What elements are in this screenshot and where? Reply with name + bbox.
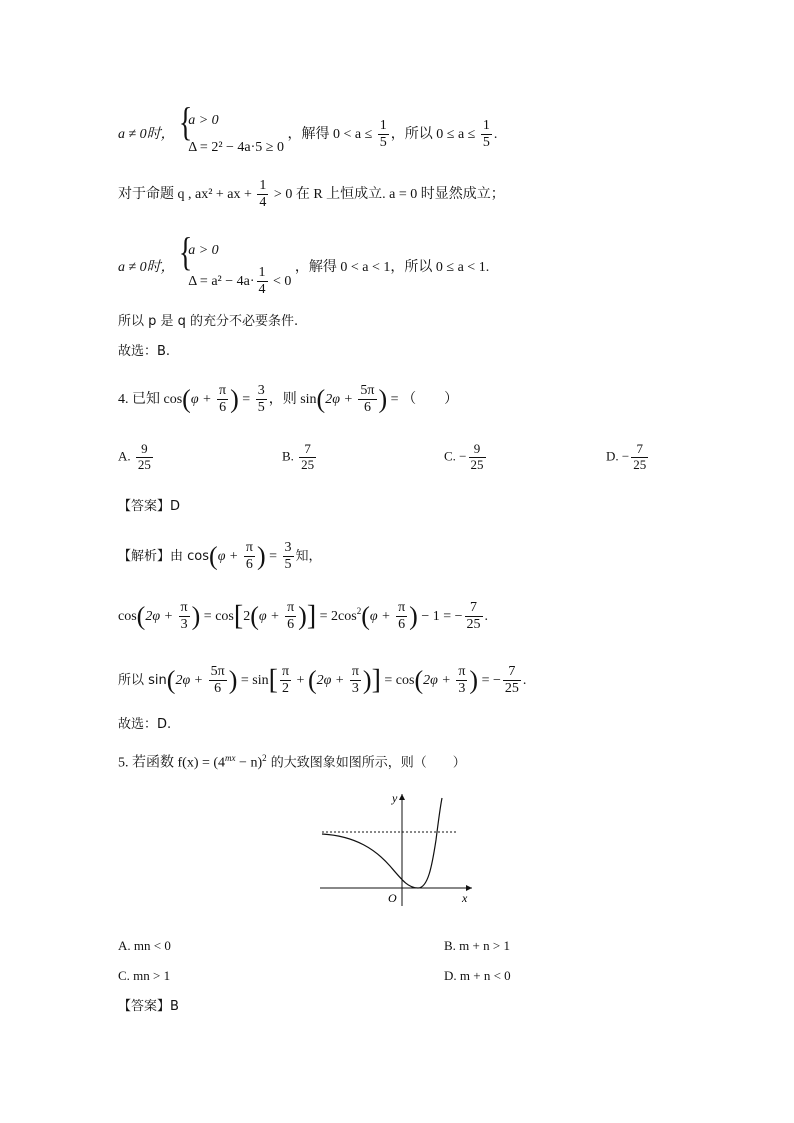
frac-den: 3: [180, 617, 188, 633]
function-curve: [322, 798, 442, 888]
frac-den: 5: [284, 557, 292, 573]
frac-den: 3: [458, 681, 466, 697]
frac-num: 1: [257, 265, 268, 282]
frac-num: π: [285, 600, 296, 617]
fraction: [358, 383, 376, 416]
frac-num: 7: [299, 442, 316, 458]
frac-num: 5π: [209, 664, 227, 681]
text: 2: [243, 608, 251, 624]
proposition-rest: > 0 在 R 上恒成立. a = 0 时显然成立；: [270, 186, 505, 202]
q4-analysis-3: 所以 sin(2φ + $\frac{5\pi}{6}$ ) = sin[ $\frac{\pi}{2}$ + (2φ + $\frac{\pi}{3}$ )] = cos(2φ + $\frac{\pi}{3}$ ) = − $\frac{7}{25}$ .: [118, 664, 527, 697]
proposition-text: 对于命题 q , ax² + ax +: [118, 186, 256, 202]
frac-den: 6: [287, 617, 295, 633]
text: ，则 sin: [268, 391, 317, 407]
frac-den: 25: [137, 456, 151, 472]
label: B.: [282, 448, 294, 464]
text: =: [265, 548, 281, 564]
text: 2φ +: [423, 672, 455, 688]
brace: {: [179, 99, 193, 144]
text: = sin: [237, 672, 269, 688]
frac-den: 6: [245, 557, 253, 573]
fraction: [378, 118, 389, 151]
frac-num: π: [217, 383, 228, 400]
so-text: ，所以 0 ≤ a ≤: [390, 126, 479, 142]
frac-num: 1: [257, 178, 268, 195]
frac-num: π: [179, 600, 190, 617]
text: φ +: [369, 608, 395, 624]
text: φ +: [258, 608, 284, 624]
solve-text: ，解得 0 < a ≤: [287, 126, 376, 142]
text: cos: [118, 608, 137, 624]
q5-option-c: C. mn > 1: [118, 968, 171, 983]
frac-den: 25: [466, 617, 481, 633]
frac-num: π: [280, 664, 291, 681]
text: 【解析】由 cos: [118, 548, 210, 564]
superscript: 2: [262, 753, 267, 763]
q4-option-c: [444, 442, 488, 473]
brace: {: [179, 229, 193, 274]
q4-choice: 故选：D.: [118, 717, 172, 732]
frac-num: 3: [256, 383, 267, 400]
text: φ +: [217, 548, 242, 564]
frac-den: 25: [504, 681, 519, 697]
superscript: 2: [356, 606, 362, 617]
frac-den: 25: [470, 456, 484, 472]
q4-option-d: [606, 442, 650, 473]
frac-num: 7: [631, 442, 648, 458]
q5-answer: 【答案】B: [118, 999, 179, 1014]
frac-den: 25: [633, 456, 647, 472]
frac-den: 4: [259, 195, 267, 211]
frac-num: 3: [283, 540, 294, 557]
solution-line-4: 所以 p 是 q 的充分不必要条件.: [118, 314, 299, 329]
fraction: [256, 383, 267, 416]
fraction: [257, 265, 268, 298]
case-label: a ≠ 0时，: [118, 126, 175, 142]
q5-option-b: B. m + n > 1: [444, 938, 510, 953]
frac-den: 6: [219, 400, 227, 416]
text: = 2cos: [316, 608, 357, 624]
system-row-end: < 0: [269, 273, 292, 289]
frac-den: 5: [257, 400, 265, 416]
frac-den: 25: [301, 456, 315, 472]
case-label: a ≠ 0时，: [118, 260, 175, 276]
frac-num: π: [244, 540, 255, 557]
frac-num: π: [350, 664, 361, 681]
label: D.: [606, 448, 619, 464]
q4-stem: 4. 已知 cos(φ + $\frac{\pi}{6}$ ) = $\frac{3}{5}$ ，则 sin(2φ + $\frac{5\pi}{6}$ ) = （ ）: [118, 383, 459, 416]
x-label: x: [462, 891, 468, 905]
frac-den: 6: [214, 681, 222, 697]
y-label: y: [392, 791, 398, 805]
fraction: [481, 118, 492, 151]
solution-line-1: [118, 99, 498, 161]
text: 的大致图象如图所示，则（ ）: [266, 755, 466, 771]
q4-option-b: [282, 442, 318, 473]
solution-line-3: [118, 229, 490, 298]
frac-den: 3: [351, 681, 359, 697]
system-row: Δ = 2² − 4a·5 ≥ 0: [188, 139, 284, 155]
text: = cos: [380, 672, 415, 688]
function-graph: [316, 788, 486, 908]
frac-num: π: [396, 600, 407, 617]
text: .: [484, 608, 489, 624]
period: .: [493, 126, 498, 142]
solution-line-2: [118, 178, 505, 211]
frac-num: 9: [469, 442, 486, 458]
frac-num: 7: [503, 664, 521, 681]
text: .: [522, 672, 527, 688]
text: 所以 sin: [118, 672, 167, 688]
frac-num: 7: [465, 600, 483, 617]
frac-den: 4: [258, 281, 266, 297]
text: 5. 若函数 f(x) = (4: [118, 755, 226, 771]
minus: −: [621, 448, 630, 464]
frac-num: π: [456, 664, 467, 681]
text: = （ ）: [387, 391, 459, 407]
frac-num: 1: [481, 118, 492, 135]
text: 知，: [295, 548, 322, 564]
q4-analysis-1: 【解析】由 cos(φ + $\frac{\pi}{6}$ ) = $\frac{3}{5}$ 知，: [118, 540, 322, 573]
frac-den: 5: [379, 135, 387, 151]
system-2: [178, 229, 292, 298]
text: =: [238, 391, 254, 407]
label: A.: [118, 448, 131, 464]
q5-option-d: D. m + n < 0: [444, 968, 511, 983]
system-row: a > 0: [188, 113, 219, 128]
q4-analysis-2: cos(2φ + $\frac{\pi}{3}$ ) = cos[2(φ + $\frac{\pi}{6}$ )] = $2\cos^2(\varphi$ + $\frac{\pi}{6}$ ) − 1 = − $\frac{7}{25}$ .: [118, 600, 489, 633]
system-1: [178, 99, 284, 161]
text: 2φ +: [325, 391, 357, 407]
frac-num: 1: [378, 118, 389, 135]
minus: −: [459, 448, 467, 464]
text: 4. 已知 cos: [118, 391, 183, 407]
q4-option-a: [118, 442, 155, 473]
text: 2φ +: [316, 672, 348, 688]
q5-option-a: A. mn < 0: [118, 938, 171, 953]
text: − n): [235, 755, 263, 771]
superscript: mx: [225, 753, 236, 763]
system-row: a > 0: [188, 243, 219, 258]
text: − 1 = −: [417, 608, 463, 624]
origin-label: O: [388, 891, 397, 905]
frac-den: 6: [398, 617, 406, 633]
solve-text: ，解得 0 < a < 1，所以 0 ≤ a < 1.: [294, 260, 490, 276]
frac-den: 5: [482, 135, 490, 151]
text: 2φ +: [175, 672, 207, 688]
system-row: Δ = a² − 4a·: [188, 273, 255, 289]
text: 2φ +: [145, 608, 177, 624]
text: φ +: [190, 391, 216, 407]
text: +: [293, 672, 308, 688]
frac-den: 6: [363, 400, 371, 416]
q5-stem: [118, 754, 466, 771]
q4-answer: 【答案】D: [118, 499, 181, 514]
text: = −: [478, 672, 501, 688]
frac-den: 2: [281, 681, 289, 697]
fraction: [257, 178, 268, 211]
text: = cos: [200, 608, 234, 624]
label: C.: [444, 448, 456, 464]
fraction: [217, 383, 228, 416]
solution-choice-b: 故选：B.: [118, 344, 171, 359]
frac-num: 9: [136, 442, 153, 458]
frac-num: 5π: [358, 383, 376, 400]
